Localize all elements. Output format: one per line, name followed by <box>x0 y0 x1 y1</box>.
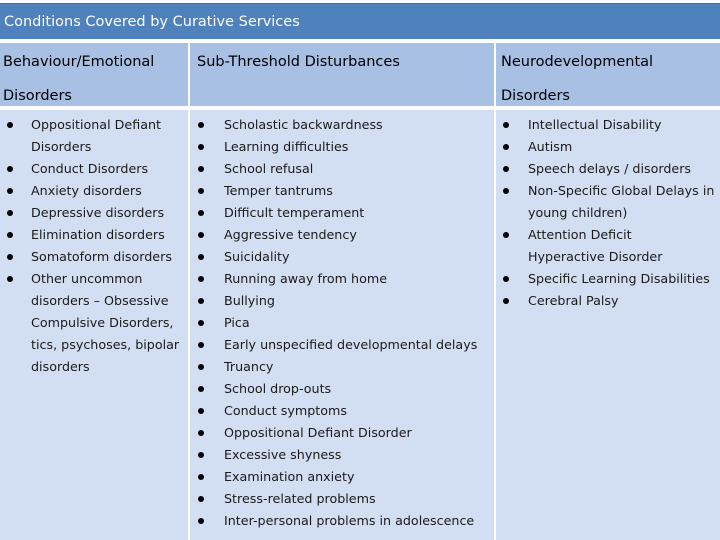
column-header-line2: Disorders <box>501 88 570 104</box>
column-header-subthreshold <box>190 43 494 108</box>
list-item-text: Disorders <box>31 139 92 154</box>
bullet-icon <box>198 474 204 480</box>
bullet-icon <box>198 188 204 194</box>
list-item-text: Temper tantrums <box>224 183 333 198</box>
list-item-text: Excessive shyness <box>224 447 342 462</box>
list-item-text: Aggressive tendency <box>224 227 357 242</box>
list-item-text: Bullying <box>224 293 275 308</box>
column-body-neurodevelopmental <box>496 110 720 540</box>
list-item <box>190 466 494 488</box>
list-item <box>0 246 188 268</box>
list-item-text: Inter-personal problems in adolescence <box>224 513 475 528</box>
list-item <box>190 158 494 180</box>
list-item-text: Anxiety disorders <box>31 183 142 198</box>
list-item-text: School refusal <box>224 161 314 176</box>
list-item-text: tics, psychoses, bipolar <box>31 337 180 352</box>
column-header-line2: Disorders <box>3 88 72 104</box>
bullet-icon <box>198 166 204 172</box>
column-header-line1: Neurodevelopmental <box>501 54 654 70</box>
list-item <box>190 136 494 158</box>
list-item-text: Somatoform disorders <box>31 249 172 264</box>
bullet-icon <box>198 452 204 458</box>
list-item <box>190 246 494 268</box>
list-item-text: young children) <box>528 205 628 220</box>
list-item <box>190 268 494 290</box>
list-item <box>496 290 720 312</box>
bullet-list <box>0 114 188 378</box>
bullet-icon <box>7 122 13 128</box>
list-item <box>0 180 188 202</box>
bullet-icon <box>198 298 204 304</box>
list-item <box>190 400 494 422</box>
bullet-icon <box>198 430 204 436</box>
list-item <box>190 356 494 378</box>
list-item <box>190 180 494 202</box>
list-item <box>0 268 188 378</box>
list-item-text: Stress-related problems <box>224 491 376 506</box>
bullet-icon <box>198 342 204 348</box>
bullet-icon <box>198 232 204 238</box>
list-item-text: Hyperactive Disorder <box>528 249 663 264</box>
list-item-text: Specific Learning Disabilities <box>528 271 710 286</box>
list-item <box>190 488 494 510</box>
list-item <box>496 268 720 290</box>
list-item-text: Truancy <box>224 359 274 374</box>
column-body-behaviour <box>0 110 188 540</box>
list-item <box>496 180 720 224</box>
list-item <box>190 312 494 334</box>
column-header-line1: Sub-Threshold Disturbances <box>197 54 400 70</box>
column-header-behaviour <box>0 43 188 108</box>
table-title: Conditions Covered by Curative Services <box>4 14 300 30</box>
list-item <box>496 136 720 158</box>
bullet-icon <box>503 122 509 128</box>
list-item <box>496 158 720 180</box>
bullet-icon <box>7 210 13 216</box>
bullet-icon <box>503 232 509 238</box>
list-item-text: Depressive disorders <box>31 205 165 220</box>
list-item-text: Running away from home <box>224 271 388 286</box>
bullet-icon <box>7 276 13 282</box>
list-item-text: Intellectual Disability <box>528 117 662 132</box>
list-item-text: Conduct Disorders <box>31 161 149 176</box>
list-item-text: Cerebral Palsy <box>528 293 619 308</box>
bullet-icon <box>198 144 204 150</box>
bullet-icon <box>503 188 509 194</box>
list-item-text: Oppositional Defiant <box>31 117 161 132</box>
bullet-icon <box>198 276 204 282</box>
list-item <box>190 378 494 400</box>
bullet-list <box>496 114 720 312</box>
table-title-bar <box>0 3 720 41</box>
list-item <box>190 444 494 466</box>
bullet-icon <box>198 518 204 524</box>
list-item-text: Other uncommon <box>31 271 143 286</box>
bullet-icon <box>198 364 204 370</box>
list-item <box>190 224 494 246</box>
list-item-text: Elimination disorders <box>31 227 165 242</box>
list-item-text: disorders <box>31 359 90 374</box>
list-item-text: disorders – Obsessive <box>31 293 169 308</box>
list-item-text: Scholastic backwardness <box>224 117 383 132</box>
list-item-text: Autism <box>528 139 573 154</box>
list-item-text: Non-Specific Global Delays in <box>528 183 715 198</box>
list-item <box>190 114 494 136</box>
column-body-subthreshold <box>190 110 494 540</box>
list-item <box>0 224 188 246</box>
list-item-text: Conduct symptoms <box>224 403 347 418</box>
bullet-icon <box>7 232 13 238</box>
list-item-text: Early unspecified developmental delays <box>224 337 478 352</box>
list-item <box>496 114 720 136</box>
list-item-text: Pica <box>224 315 250 330</box>
list-item-text: Learning difficulties <box>224 139 349 154</box>
bullet-icon <box>503 166 509 172</box>
list-item <box>190 202 494 224</box>
bullet-icon <box>198 122 204 128</box>
list-item-text: Difficult temperament <box>224 205 365 220</box>
list-item-text: School drop-outs <box>224 381 332 396</box>
list-item <box>190 290 494 312</box>
column-header-line1: Behaviour/Emotional <box>3 54 155 70</box>
bullet-icon <box>7 188 13 194</box>
bullet-icon <box>198 496 204 502</box>
bullet-list <box>190 114 494 532</box>
list-item <box>0 158 188 180</box>
bullet-icon <box>7 166 13 172</box>
bullet-icon <box>503 144 509 150</box>
bullet-icon <box>198 210 204 216</box>
bullet-icon <box>503 276 509 282</box>
bullet-icon <box>198 254 204 260</box>
list-item <box>190 422 494 444</box>
bullet-icon <box>198 386 204 392</box>
bullet-icon <box>198 320 204 326</box>
list-item <box>0 114 188 158</box>
list-item-text: Attention Deficit <box>528 227 632 242</box>
bullet-icon <box>198 408 204 414</box>
list-item-text: Compulsive Disorders, <box>31 315 174 330</box>
list-item-text: Examination anxiety <box>224 469 355 484</box>
list-item-text: Oppositional Defiant Disorder <box>224 425 412 440</box>
bullet-icon <box>7 254 13 260</box>
bullet-icon <box>503 298 509 304</box>
list-item <box>190 510 494 532</box>
list-item-text: Speech delays / disorders <box>528 161 692 176</box>
list-item <box>496 224 720 268</box>
column-header-neurodevelopmental <box>496 43 720 108</box>
list-item <box>190 334 494 356</box>
list-item <box>0 202 188 224</box>
list-item-text: Suicidality <box>224 249 290 264</box>
